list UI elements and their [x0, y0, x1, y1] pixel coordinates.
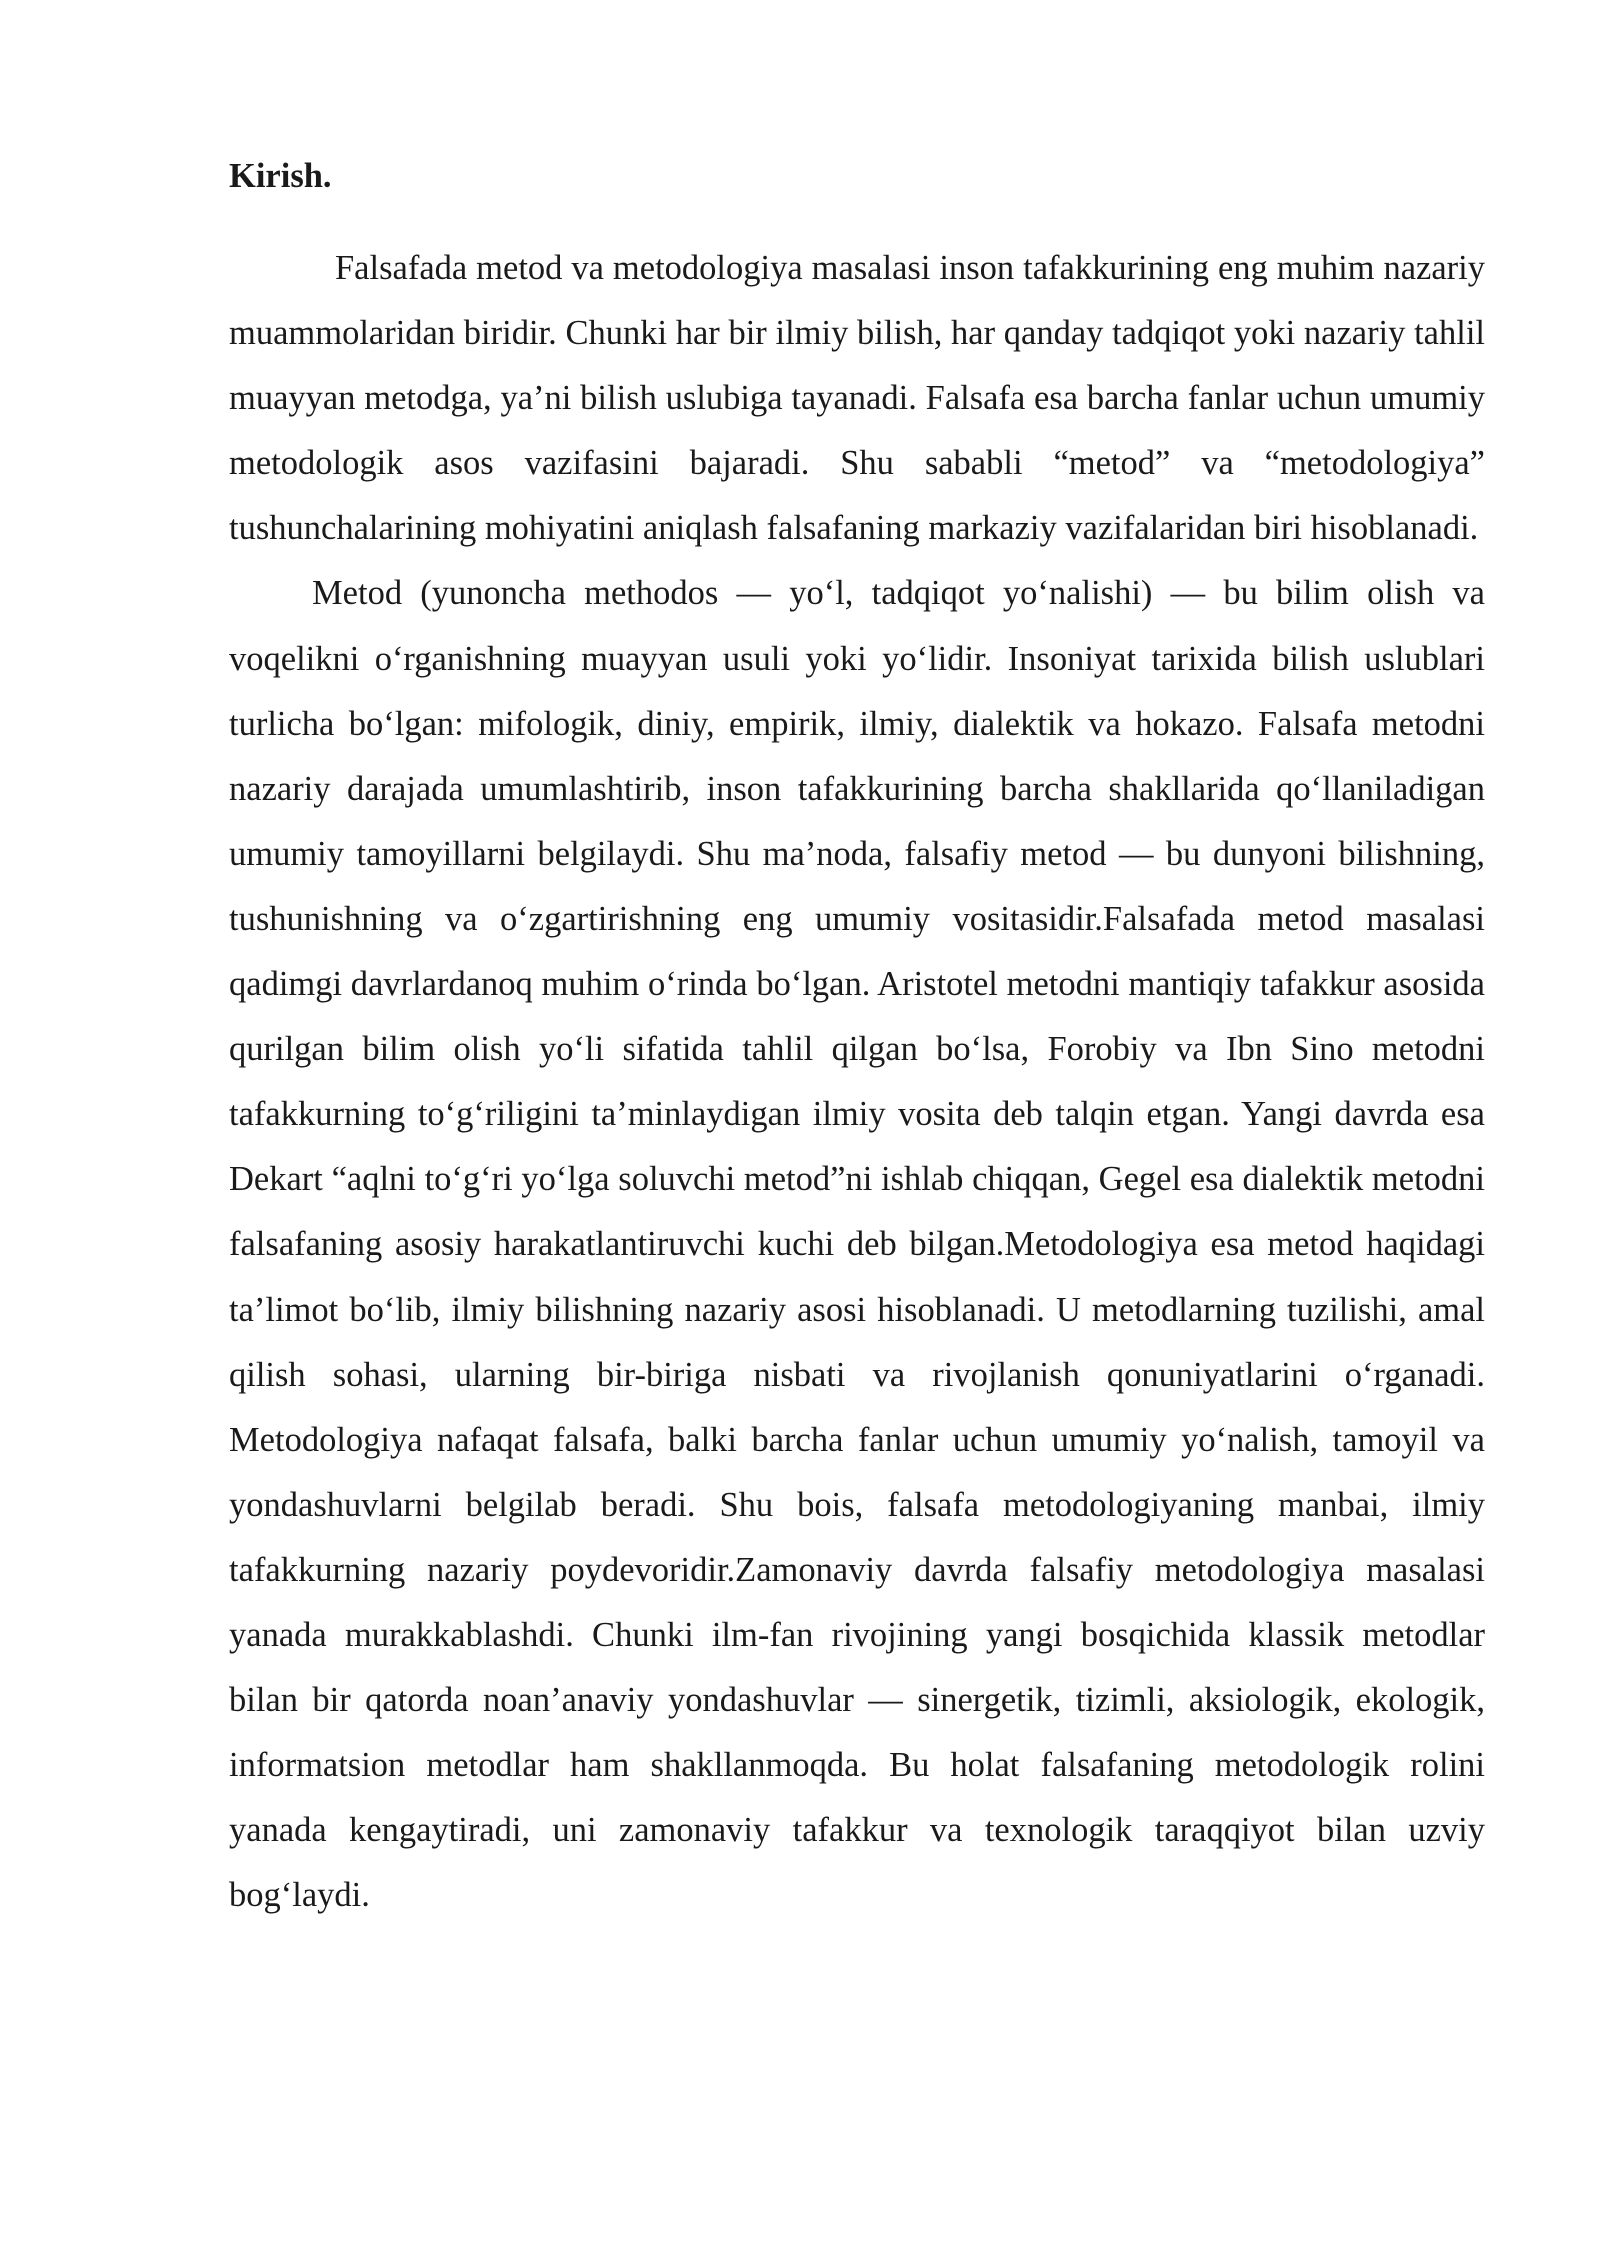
- paragraph-intro: Falsafada metod va metodologiya masalasi inson tafakkurining eng muhim nazariy muammolaridan biridir. Chunki har bir ilmiy bilish, har qanday tadqiqot yoki nazariy tahlil muayyan metodga, ya’ni bilish uslubiga tayanadi. Falsafa esa barcha fanlar uchun umumiy metodologik asos vazifasini bajaradi. Shu sababli “metod” va “metodologiya” tushunchalarining mohiyatini aniqlash falsafaning markaziy vazifalaridan biri hisoblanadi.: [229, 249, 1485, 548]
- document-body: [229, 148, 1485, 1928]
- paragraph-method: Metod (yunoncha methodos — yo‘l, tadqiqot yo‘nalishi) — bu bilim olish va voqelikni o‘rganishning muayyan usuli yoki yo‘lidir. Insoniyat tarixida bilish uslublari turlicha bo‘lgan: mifologik, diniy, empirik, ilmiy, dialektik va hokazo. Falsafa metodni nazariy darajada umumlashtirib, inson tafakkurining barcha shakllarida qo‘llaniladigan umumiy tamoyillarni belgilaydi. Shu ma’noda, falsafiy metod — bu dunyoni bilishning, tushunishning va o‘zgartirishning eng umumiy vositasidir.Falsafada metod masalasi qadimgi davrlardanoq muhim o‘rinda bo‘lgan. Aristotel metodni mantiqiy tafakkur asosida qurilgan bilim olish yo‘li sifatida tahlil qilgan bo‘lsa, Forobiy va Ibn Sino metodni tafakkurning to‘g‘riligini ta’minlaydigan ilmiy vosita deb talqin etgan. Yangi davrda esa Dekart “aqlni to‘g‘ri yo‘lga soluvchi metod”ni ishlab chiqqan, Gegel esa dialektik metodni falsafaning asosiy harakatlantiruvchi kuchi deb bilgan.Metodologiya esa metod haqidagi ta’limot bo‘lib, ilmiy bilishning nazariy asosi hisoblanadi. U metodlarning tuzilishi, amal qilish sohasi, ularning bir-biriga nisbati va rivojlanish qonuniyatlarini o‘rganadi. Metodologiya nafaqat falsafa, balki barcha fanlar uchun umumiy yo‘nalish, tamoyil va yondashuvlarni belgilab beradi. Shu bois, falsafa metodologiyaning manbai, ilmiy tafakkurning nazariy poydevoridir.Zamonaviy davrda falsafiy metodologiya masalasi yanada murakkablashdi. Chunki ilm-fan rivojining yangi bosqichida klassik metodlar bilan bir qatorda noan’anaviy yondashuvlar — sinergetik, tizimli, aksiologik, ekologik, informatsion metodlar ham shakllanmoqda. Bu holat falsafaning metodologik rolini yanada kengaytiradi, uni zamonaviy tafakkur va texnologik taraqqiyot bilan uzviy bog‘laydi.: [229, 574, 1485, 1915]
- section-heading: Kirish.: [229, 157, 332, 195]
